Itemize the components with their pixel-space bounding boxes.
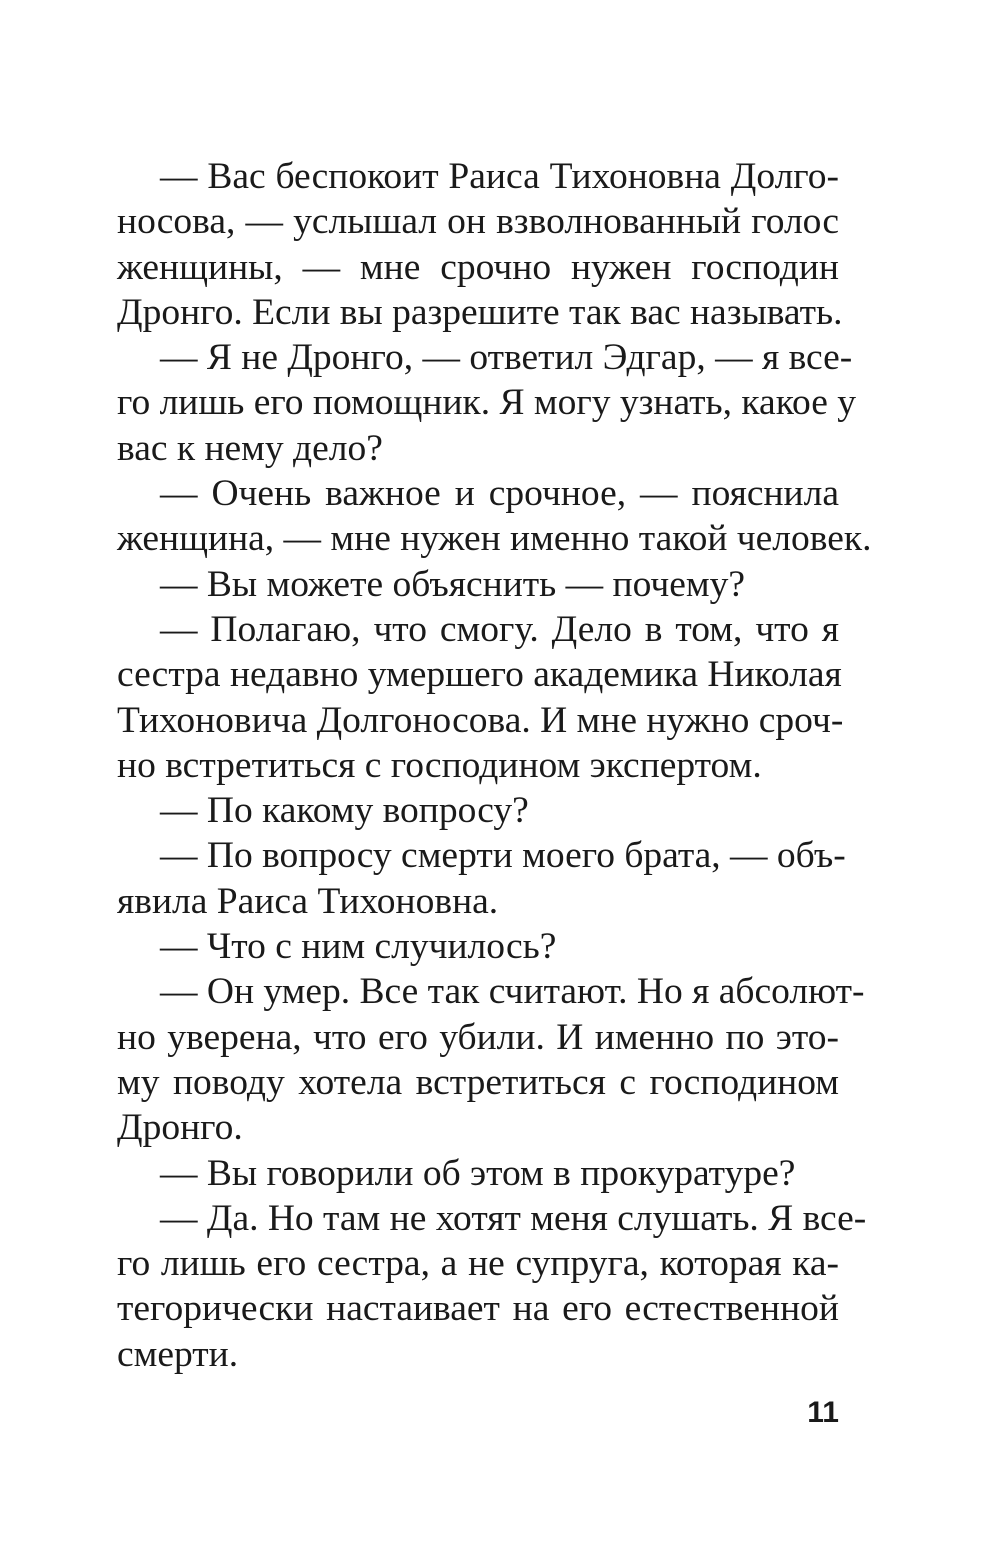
text-line: — Он умер. Все так считают. Но я абсолют- [160,971,865,1013]
page-number: 11 [807,1396,839,1429]
text-line: Тихоновича Долгоносова. И мне нужно сроч- [117,699,844,741]
text-line: — Вас беспокоит Раиса Тихоновна Долго- [160,156,839,197]
text-line: му поводу хотела встретиться с господином [117,1061,839,1103]
text-line: — Да. Но там не хотят меня слушать. Я все- [160,1197,867,1239]
text-line: носова, — услышал он взволнованный голос [117,201,839,243]
text-line: — Полагаю, что смогу. Дело в том, что я [160,608,839,650]
text-line: сестра недавно умершего академика Николая [117,654,842,696]
text-line: смерти. [117,1333,239,1375]
text-line: женщина, — мне нужен именно такой человек. [117,518,872,560]
text-line: но встретиться с господином экспертом. [117,744,762,786]
text-line: го лишь его сестра, а не супруга, которая ка- [117,1243,839,1285]
text-line: — Вы говорили об этом в прокуратуре? [160,1152,796,1194]
text-line: вас к нему дело? [117,427,383,469]
text-line: — Вы можете объяснить — почему? [160,563,746,605]
text-line: — Что с ним случилось? [160,926,557,968]
body-text [117,154,872,1377]
text-line: — По какому вопросу? [160,790,529,832]
text-line: Дронго. [117,1107,243,1149]
text-line: — Я не Дронго, — ответил Эдгар, — я все- [160,337,853,379]
text-line: женщины, — мне срочно нужен господин [117,246,839,288]
text-line: явила Раиса Тихоновна. [117,880,499,922]
text-line: тегорически настаивает на его естественной [117,1288,839,1330]
text-line: Дронго. Если вы разрешите так вас называть. [117,291,843,333]
text-line: но уверена, что его убили. И именно по это- [117,1016,839,1058]
text-line: го лишь его помощник. Я могу узнать, какое у [117,382,856,424]
text-line: — По вопросу смерти моего брата, — объ- [160,835,846,877]
text-line: — Очень важное и срочное, — пояснила [160,473,839,515]
